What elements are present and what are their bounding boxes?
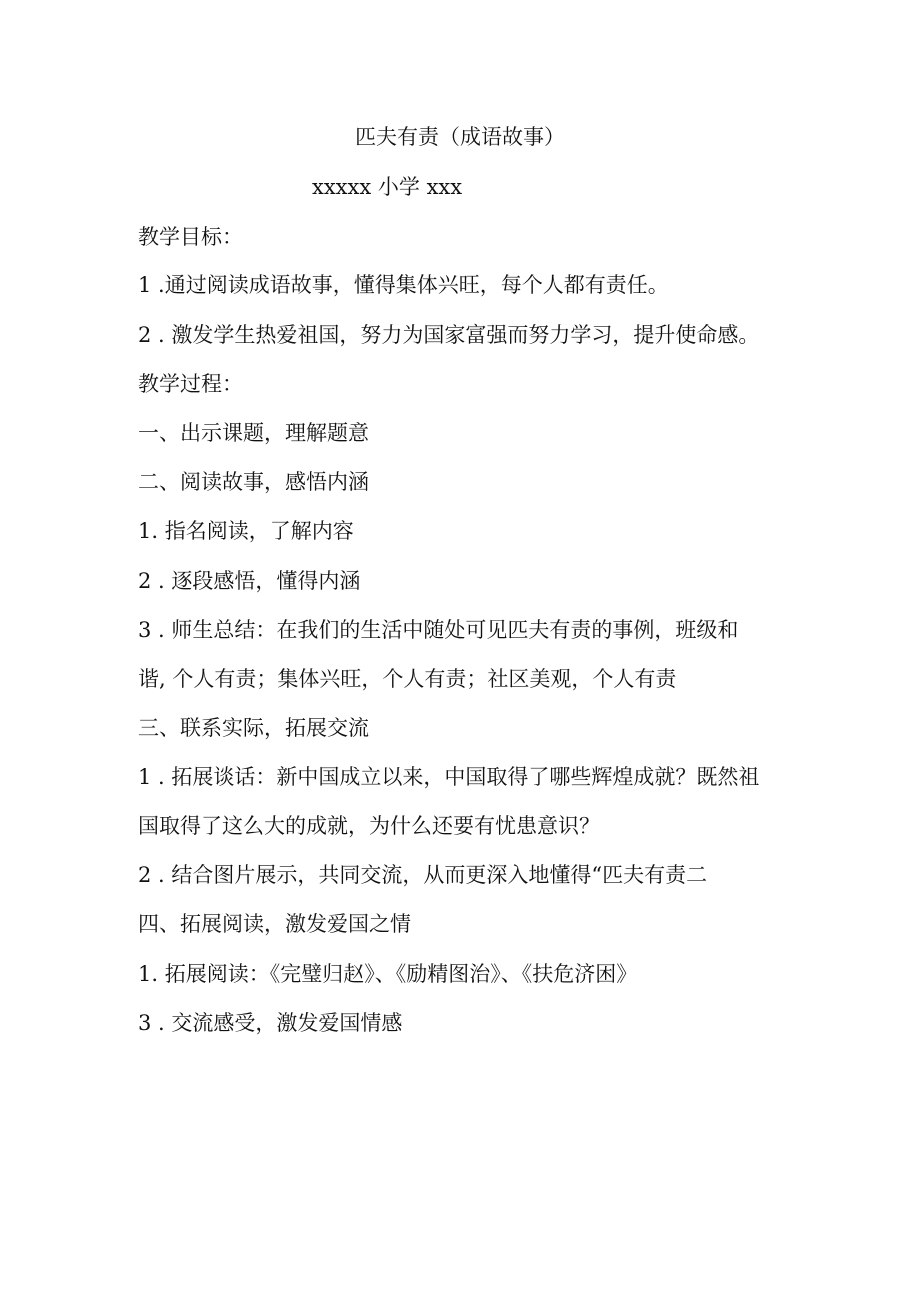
process-substep: 1. 指名阅读，了解内容 bbox=[138, 519, 354, 543]
goal-item-2: 2 . 激发学生热爱祖国，努力为国家富强而努力学习，提升使命感。 bbox=[138, 323, 760, 347]
process-substep: 3 . 交流感受，激发爱国情感 bbox=[138, 1011, 403, 1035]
process-step-2: 二、阅读故事，感悟内涵 bbox=[138, 470, 369, 494]
author-line: xxxxx 小学 xxx bbox=[312, 175, 463, 199]
process-substep-continued: 谐, 个人有责；集体兴旺，个人有责；社区美观，个人有责 bbox=[138, 667, 677, 691]
process-substep: 1. 拓展阅读：《完璧归赵》、《励精图治》、《扶危济困》 bbox=[138, 962, 638, 986]
process-substep: 3 . 师生总结：在我们的生活中随处可见匹夫有责的事例，班级和 bbox=[138, 618, 739, 642]
section-heading-process: 教学过程： bbox=[138, 372, 243, 396]
process-substep: 1 . 拓展谈话：新中国成立以来，中国取得了哪些辉煌成就？既然祖 bbox=[138, 765, 760, 789]
process-substep-continued: 国取得了这么大的成就，为什么还要有忧患意识？ bbox=[138, 814, 600, 838]
document-title: 匹夫有责（成语故事） bbox=[355, 125, 565, 149]
process-substep: 2 . 结合图片展示，共同交流，从而更深入地懂得“匹夫有责二 bbox=[138, 863, 708, 887]
process-step-3: 三、联系实际，拓展交流 bbox=[138, 716, 369, 740]
process-step-4: 四、拓展阅读，激发爱国之情 bbox=[138, 912, 411, 936]
process-substep: 2 . 逐段感悟，懂得内涵 bbox=[138, 569, 361, 593]
goal-item-1: 1 .通过阅读成语故事，懂得集体兴旺，每个人都有责任。 bbox=[138, 273, 669, 297]
section-heading-goals: 教学目标： bbox=[138, 225, 243, 249]
process-step-1: 一、出示课题，理解题意 bbox=[138, 421, 369, 445]
